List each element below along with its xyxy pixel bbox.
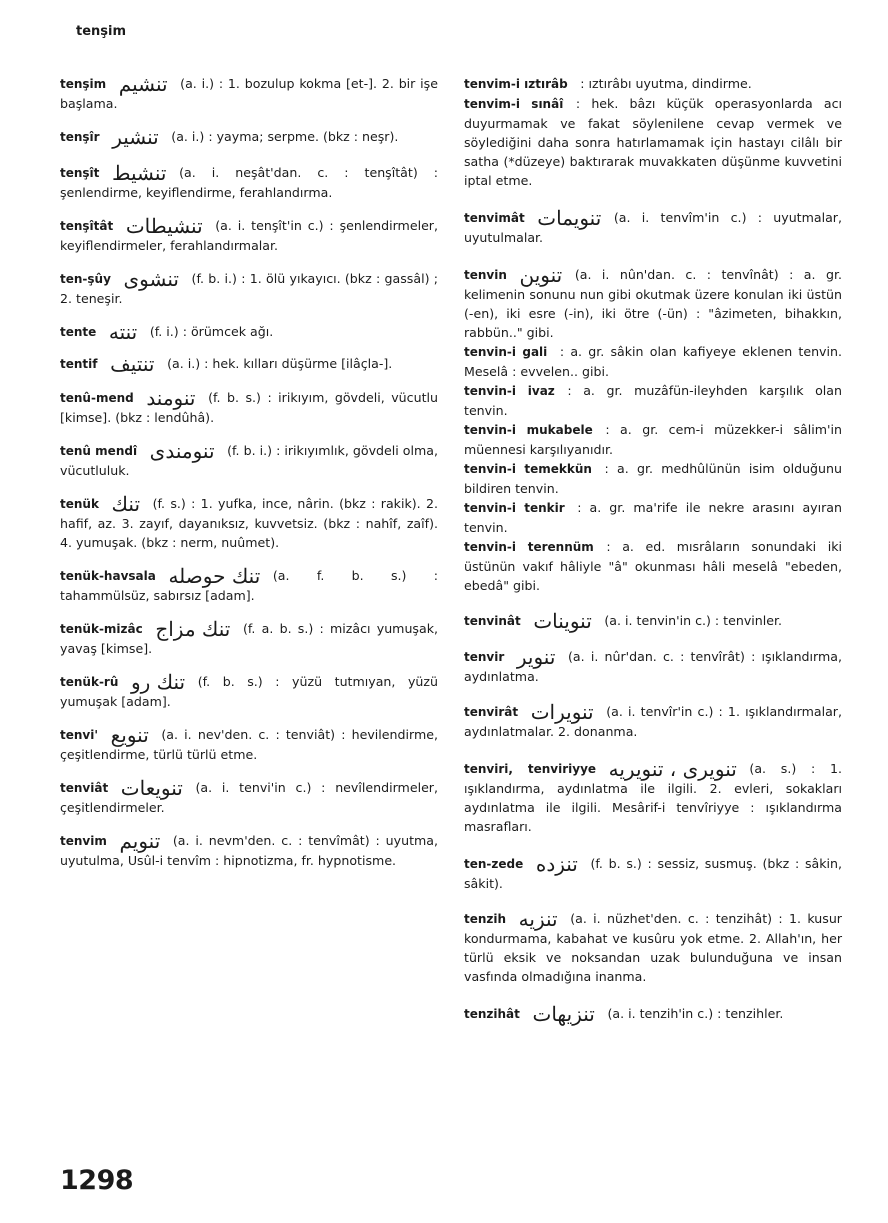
headword: tenşim: [60, 77, 107, 91]
headword: tenvirât: [464, 705, 519, 719]
dictionary-entry: [464, 74, 842, 94]
dictionary-entry: [60, 388, 438, 427]
dictionary-entry: [60, 566, 438, 605]
dictionary-entry: [60, 216, 438, 255]
arabic-script: تنك رو: [130, 670, 186, 694]
dictionary-entry: [464, 208, 842, 247]
dictionary-entry: [464, 647, 842, 686]
definition: (f. b. s.) : irikıyım, gövdeli, vücutlu [kimse]. (bkz : lendûhâ).: [60, 390, 438, 425]
definition: (a. i. nûn'dan. c. : tenvînât) : a. gr. kelimenin sonunu nun gibi okutmak üzere konulan iki üstün (-en), iki esre (-in), iki ötre (-ün) : "âzimeten, bihakkın, rabbün.." gibi.: [464, 267, 842, 340]
page-number: 1298: [60, 1165, 134, 1196]
dictionary-entry: [60, 831, 438, 870]
definition: : a. gr. cem-i müzekker-i sâlim'in müennesi karşılıyanıdır.: [464, 422, 842, 457]
definition: (f. s.) : 1. yufka, ince, nârin. (bkz : rakik). 2. hafif, az. 3. zayıf, dayanıksız, kuvvetsiz. (bkz : nahîf, zaîf). 4. yumuşak. (bkz : nerm, nuûmet).: [60, 496, 438, 550]
headword: tenvin-i mukabele: [464, 423, 593, 437]
dictionary-entry: [60, 778, 438, 817]
arabic-script: تنشيط: [112, 161, 167, 185]
headword: tenük-mizâc: [60, 622, 143, 636]
arabic-script: تنزده: [535, 852, 578, 876]
headword: tenşîtât: [60, 219, 114, 233]
arabic-script: تنشيطات: [125, 214, 203, 238]
dictionary-entry: [464, 854, 842, 893]
headword: tenû mendî: [60, 444, 138, 458]
dictionary-entry: [464, 702, 842, 741]
dictionary-entry: [60, 619, 438, 658]
arabic-script: تنويع: [110, 723, 149, 747]
headword: tenşîr: [60, 130, 100, 144]
headword: tenvin-i temekkün: [464, 462, 592, 476]
dictionary-entry: [464, 909, 842, 986]
dictionary-entry: [60, 494, 438, 552]
headword: tenû-mend: [60, 391, 134, 405]
arabic-script: تنويمات: [537, 206, 602, 230]
headword: tenvim-i sınâî: [464, 97, 564, 111]
dictionary-entry: [60, 441, 438, 480]
definition: (a. f. b. s.) : tahammülsüz, sabırsız [adam].: [60, 568, 438, 603]
definition: (a. i. neşât'dan. c. : tenşîtât) : şenlendirme, keyiflendirme, ferahlandırma.: [60, 165, 438, 200]
definition: (a. i. nevm'den. c. : tenvîmât) : uyutma, uyutulma, Usûl-i tenvîm : hipnotizma, fr. hypnotisme.: [60, 833, 438, 868]
dictionary-entry: [464, 381, 842, 420]
running-head: tenşim: [76, 24, 127, 39]
headword: tenvinât: [464, 614, 521, 628]
dictionary-entry: [464, 498, 842, 537]
arabic-script: تنويم: [119, 829, 161, 853]
headword: tenvin-i tenkir: [464, 501, 565, 515]
arabic-script: تنشوى: [123, 267, 179, 291]
definition: (a. i. tenvin'in c.) : tenvinler.: [604, 613, 783, 628]
arabic-script: تنزيهات: [532, 1002, 595, 1026]
dictionary-entry: [464, 459, 842, 498]
dictionary-entry: [464, 94, 842, 190]
definition: : ıztırâbı uyutma, dindirme.: [580, 76, 752, 91]
definition: (a. s.) : 1. ışıklandırma, aydınlatma ile ilgili. 2. evleri, sokakları aydınlatma ile ilgili. Mesârif-i tenvîriyye : ışıklandırma masrafları.: [464, 761, 842, 834]
definition: (f. b. s.) : yüzü tutmıyan, yüzü yumuşak [adam].: [60, 674, 438, 709]
dictionary-entry: [60, 672, 438, 711]
dictionary-entry: [464, 420, 842, 459]
definition: (a. i. nüzhet'den. c. : tenzihât) : 1. kusur kondurmama, kabahat ve kusûru yok etme. 2. Allah'ın, her türlü eksik ve noksandan uzak bulunduğuna ve insan vasfında olmadığına inanma.: [464, 911, 842, 984]
definition: (f. i.) : örümcek ağı.: [149, 324, 274, 339]
definition: (f. b. i.) : irikıyımlık, gövdeli olma, vücutluluk.: [60, 443, 438, 478]
headword: tenük-havsala: [60, 569, 156, 583]
headword: tenzihât: [464, 1007, 520, 1021]
right-column: [464, 74, 842, 1024]
headword: ten-şûy: [60, 272, 111, 286]
dictionary-entry: [464, 759, 842, 836]
arabic-script: تنك: [111, 492, 141, 516]
definition: (f. b. s.) : sessiz, susmuş. (bkz : sâkin, sâkit).: [464, 856, 842, 891]
dictionary-entry: [60, 322, 438, 342]
headword: tenviri, tenviriyye: [464, 762, 597, 776]
definition: (a. i.) : 1. bozulup kokma [et-]. 2. bir işe başlama.: [60, 76, 438, 111]
arabic-script: تنوينات: [533, 609, 592, 633]
dictionary-entry: [464, 611, 842, 631]
arabic-script: تنومندى: [149, 439, 215, 463]
headword: tenşît: [60, 166, 100, 180]
arabic-script: تنزيه: [518, 907, 558, 931]
headword: tenvi': [60, 728, 99, 742]
dictionary-entry: [464, 1004, 842, 1024]
definition: (f. a. b. s.) : mizâcı yumuşak, yavaş [kimse].: [60, 621, 438, 656]
headword: tenük: [60, 497, 99, 511]
arabic-script: تنومند: [146, 386, 196, 410]
left-column: [60, 74, 438, 870]
definition: (a. i.) : yayma; serpme. (bkz : neşr).: [171, 129, 399, 144]
dictionary-entry: [464, 537, 842, 595]
definition: (f. b. i.) : 1. ölü yıkayıcı. (bkz : gassâl) ; 2. teneşir.: [60, 271, 438, 306]
arabic-script: تنك مزاج: [155, 617, 231, 641]
headword: tenvin: [464, 268, 507, 282]
definition: (a. i. tenvîr'in c.) : 1. ışıklandırmalar, aydınlatmalar. 2. donanma.: [464, 704, 842, 739]
dictionary-entry: [60, 725, 438, 764]
headword: tenvin-i ivaz: [464, 384, 555, 398]
definition: : a. ed. mısrâların sonundaki iki üstünün vakıf hâliyle "â" okunması hâli meselâ "ebeden, ebedâ" gibi.: [464, 539, 842, 593]
dictionary-entry: [464, 342, 842, 381]
arabic-script: تنك حوصله: [168, 564, 261, 588]
headword: tenvimât: [464, 211, 525, 225]
headword: tenviât: [60, 781, 109, 795]
headword: tenvin-i terennüm: [464, 540, 594, 554]
arabic-script: تنويعات: [120, 776, 183, 800]
definition: (a. i. tenşît'in c.) : şenlendirmeler, keyiflendirmeler, ferahlandırmalar.: [60, 218, 438, 253]
arabic-script: تنويرى ، تنويريه: [608, 757, 737, 781]
arabic-script: تنوين: [519, 263, 563, 287]
definition: (a. i. tenvîm'in c.) : uyutmalar, uyutulmalar.: [464, 210, 842, 245]
definition: (a. i. nûr'dan. c. : tenvîrât) : ışıklandırma, aydınlatma.: [464, 649, 842, 684]
headword: tentif: [60, 357, 98, 371]
headword: tenvim-i ıztırâb: [464, 77, 568, 91]
definition: (a. i. tenzih'in c.) : tenzihler.: [607, 1006, 784, 1021]
definition: : a. gr. medhûlünün isim olduğunu bildiren tenvin.: [464, 461, 842, 496]
headword: tenzih: [464, 912, 507, 926]
arabic-script: تنته: [108, 320, 138, 344]
arabic-script: تنشير: [112, 125, 159, 149]
headword: tenvim: [60, 834, 107, 848]
arabic-script: تنوير: [516, 645, 556, 669]
dictionary-entry: [60, 74, 438, 113]
arabic-script: تنشيم: [118, 72, 168, 96]
dictionary-entry: [60, 163, 438, 202]
headword: tenvir: [464, 650, 505, 664]
definition: : hek. bâzı küçük operasyonlarda acı duyurmamak ve fakat söylenilene cevap vermek ve söylediğini daha sonra hatırlamamak için hastayı cilâlı bir satha (*düzeye) baktırarak muvakkaten düşünme kuvvetini iptal etme.: [464, 96, 842, 188]
arabic-script: تنتيف: [110, 352, 155, 376]
headword: tenük-rû: [60, 675, 119, 689]
dictionary-entry: [60, 354, 438, 374]
definition: : a. gr. sâkin olan kafiyeye eklenen tenvin. Meselâ : evvelen.. gibi.: [464, 344, 842, 379]
dictionary-entry: [60, 127, 438, 147]
headword: tente: [60, 325, 97, 339]
definition: (a. i. nev'den. c. : tenviât) : hevilendirme, çeşitlendirme, türlü türlü etme.: [60, 727, 438, 762]
definition: (a. i. tenvi'in c.) : nevîlendirmeler, çeşitlendirmeler.: [60, 780, 438, 815]
definition: (a. i.) : hek. kılları düşürme [ilâçla-].: [167, 356, 393, 371]
headword: tenvin-i gali: [464, 345, 548, 359]
headword: ten-zede: [464, 857, 524, 871]
dictionary-entry: [60, 269, 438, 308]
definition: : a. gr. ma'rife ile nekre arasını ayıran tenvin.: [464, 500, 842, 535]
arabic-script: تنويرات: [530, 700, 594, 724]
dictionary-entry: [464, 265, 842, 342]
definition: : a. gr. muzâfün-ileyhden karşılık olan tenvin.: [464, 383, 842, 418]
